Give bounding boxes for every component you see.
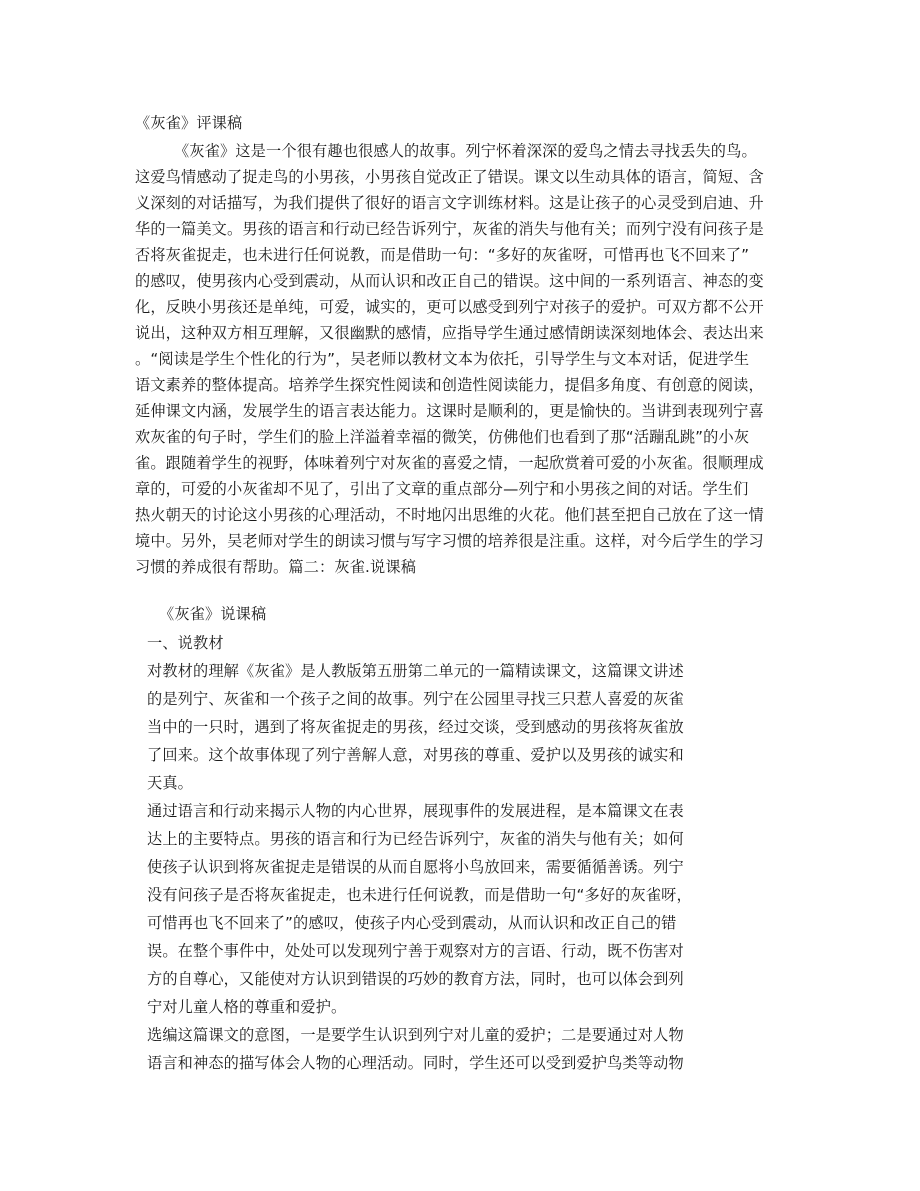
review-title: 《灰雀》评课稿 — [135, 114, 243, 132]
review-line: 语文素养的整体提高。培养学生探究性阅读和创造性阅读能力，提倡多角度、有创意的阅读， — [135, 376, 764, 394]
lesson-line: 天真。 — [147, 774, 194, 792]
lesson-line: 使孩子认识到将灰雀捉走是错误的从而自愿将小鸟放回来，需要循循善诱。列宁 — [147, 858, 684, 876]
lesson-line: 宁对儿童人格的尊重和爱护。 — [147, 998, 347, 1016]
section-heading: 一、说教材 — [147, 634, 224, 652]
lesson-line: 对教材的理解《灰雀》是人教版第五册第二单元的一篇精读课文，这篇课文讲述 — [147, 662, 684, 680]
lesson-line: 没有问孩子是否将灰雀捉走，也未进行任何说教，而是借助一句“多好的灰雀呀， — [147, 886, 692, 904]
review-line: 。“阅读是学生个性化的行为”，吴老师以教材文本为依托，引导学生与文本对话，促进学生 — [135, 350, 750, 368]
lesson-line: 选编这篇课文的意图，一是要学生认识到列宁对儿童的爱护；二是要通过对人物 — [147, 1026, 684, 1044]
lesson-line: 了回来。这个故事体现了列宁善解人意，对男孩的尊重、爱护以及男孩的诚实和 — [147, 746, 684, 764]
lesson-line: 可惜再也飞不回来了”的感叹，使孩子内心受到震动，从而认识和改正自己的错 — [147, 914, 677, 932]
review-line: 雀。跟随着学生的视野，体味着列宁对灰雀的喜爱之情，一起欣赏着可爱的小灰雀。很顺理成 — [135, 454, 764, 472]
review-line: 否将灰雀捉走，也未进行任何说教，而是借助一句：“多好的灰雀呀，可惜再也飞不回来了” — [135, 246, 750, 264]
review-line: 欢灰雀的句子时，学生们的脸上洋溢着幸福的微笑，仿佛他们也看到了那“活蹦乱跳”的小灰 — [135, 428, 750, 446]
lesson-line: 的是列宁、灰雀和一个孩子之间的故事。列宁在公园里寻找三只惹人喜爱的灰雀 — [147, 690, 684, 708]
lesson-title: 《灰雀》说课稿 — [159, 605, 267, 623]
review-line: 热火朝天的讨论这小男孩的心理活动，不时地闪出思维的火花。他们甚至把自己放在了这一情 — [135, 506, 764, 524]
review-line: 化，反映小男孩还是单纯，可爱，诚实的，更可以感受到列宁对孩子的爱护。可双方都不公开 — [135, 298, 764, 316]
review-line: 章的，可爱的小灰雀却不见了，引出了文章的重点部分—列宁和小男孩之间的对话。学生们 — [135, 480, 749, 498]
review-line: 习惯的养成很有帮助。篇二：灰雀.说课稿 — [135, 558, 417, 576]
review-line: 境中。另外，吴老师对学生的朗读习惯与写字习惯的培养很是注重。这样，对今后学生的学习 — [135, 532, 764, 550]
lesson-line: 语言和神态的描写体会人物的心理活动。同时，学生还可以受到爱护鸟类等动物 — [147, 1054, 684, 1072]
review-line: 延伸课文内涵，发展学生的语言表达能力。这课时是顺利的，更是愉快的。当讲到表现列宁喜 — [135, 402, 764, 420]
review-line: 《灰雀》这是一个很有趣也很感人的故事。列宁怀着深深的爱鸟之情去寻找丢失的鸟。 — [174, 142, 757, 160]
lesson-line: 达上的主要特点。男孩的语言和行为已经告诉列宁，灰雀的消失与他有关；如何 — [147, 830, 684, 848]
lesson-line: 通过语言和行动来揭示人物的内心世界，展现事件的发展进程，是本篇课文在表 — [147, 802, 684, 820]
review-line: 这爱鸟情感动了捉走鸟的小男孩，小男孩自觉改正了错误。课文以生动具体的语言，简短、含 — [135, 168, 764, 186]
review-line: 说出，这种双方相互理解，又很幽默的感情，应指导学生通过感情朗读深刻地体会、表达出来 — [135, 324, 764, 342]
review-line: 的感叹，使男孩内心受到震动，从而认识和改正自己的错误。这中间的一系列语言、神态的变 — [135, 272, 764, 290]
lesson-line: 当中的一只时，遇到了将灰雀捉走的男孩，经过交谈，受到感动的男孩将灰雀放 — [147, 718, 684, 736]
review-line: 义深刻的对话描写，为我们提供了很好的语言文字训练材料。这是让孩子的心灵受到启迪、升 — [135, 194, 764, 212]
review-line: 华的一篇美文。男孩的语言和行动已经告诉列宁，灰雀的消失与他有关；而列宁没有问孩子是 — [135, 220, 764, 238]
lesson-line: 误。在整个事件中，处处可以发现列宁善于观察对方的言语、行动，既不伤害对 — [147, 942, 684, 960]
lesson-line: 方的自尊心，又能使对方认识到错误的巧妙的教育方法，同时，也可以体会到列 — [147, 970, 684, 988]
